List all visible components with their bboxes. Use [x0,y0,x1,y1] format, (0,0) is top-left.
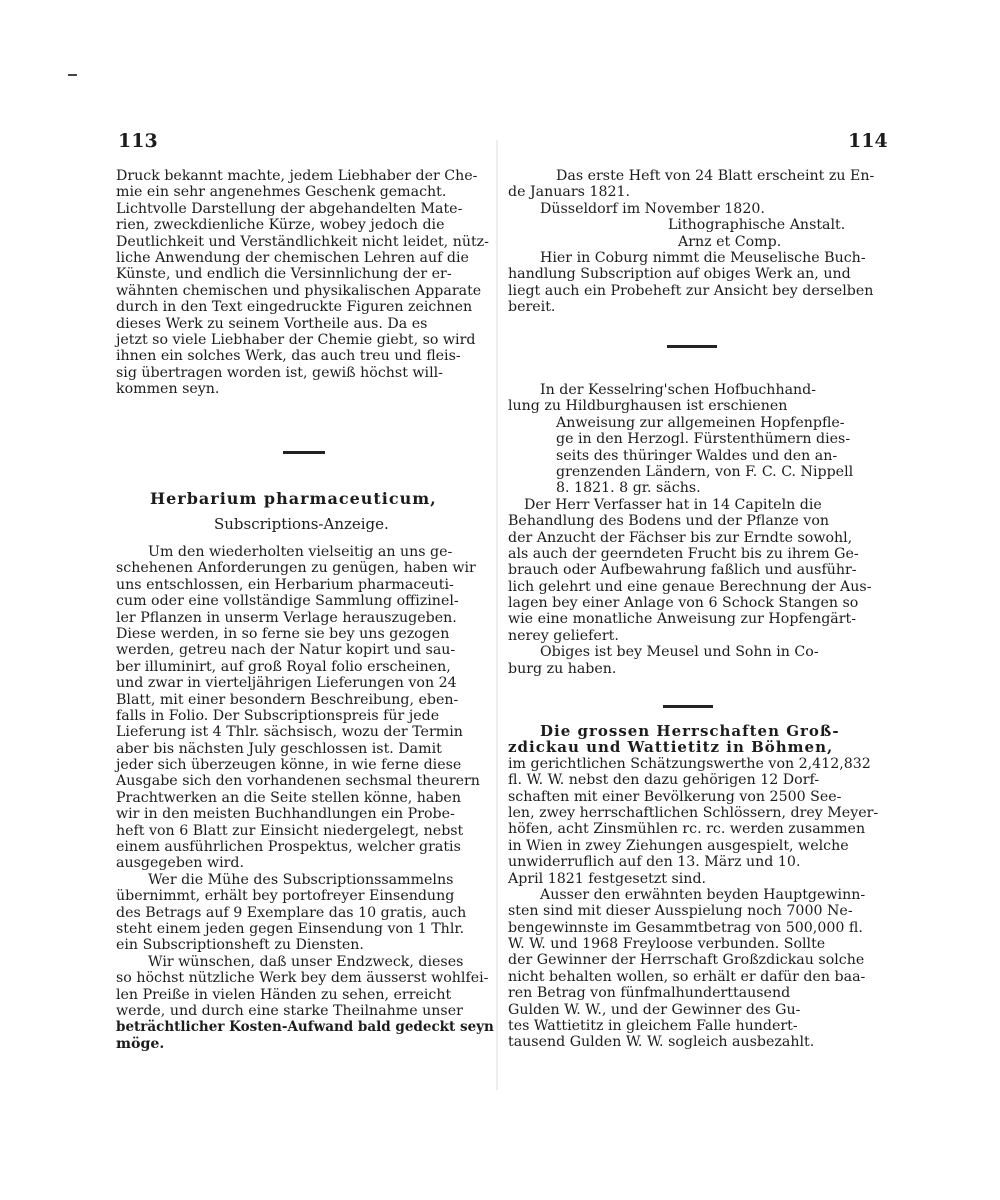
text-line: der Anzucht der Fächser bis zur Erndte sowohl, [508,529,853,546]
text-line: schaften mit einer Bevölkerung von 2500 See- [508,788,842,805]
text-line: brauch oder Aufbewahrung faßlich und ausführ- [508,562,857,579]
text-line: Wer die Mühe des Subscriptionssammelns [148,871,454,888]
text-line: unwiderruflich auf den 13. März und 10. [508,854,801,871]
text-line: kommen seyn. [116,381,220,398]
text-line: de Januars 1821. [508,184,631,201]
text-line: werde, und durch eine starke Theilnahme unser [116,1002,463,1019]
text-line: seits des thüringer Waldes und den an- [556,447,838,464]
text-line: Deutlichkeit und Verständlichkeit nicht leidet, nütz- [116,233,489,250]
text-line: mie ein sehr angenehmes Geschenk gemacht. [116,184,447,201]
text-line: im gerichtlichen Schätzungswerthe von 2,412,832 [508,755,871,772]
text-line: Lithographische Anstalt. [668,217,846,234]
text-line: W. W. und 1968 Freyloose verbunden. Sollte [508,936,826,953]
text-line: bengewinnste im Gesammtbetrag von 500,000 fl. [508,919,863,936]
text-line: Ausser den erwähnten beyden Hauptgewinn- [540,886,866,903]
text-line: übernimmt, erhält bey portofreyer Einsendung [116,888,455,905]
text-line: tausend Gulden W. W. sogleich ausbezahlt. [508,1034,815,1051]
text-line: bereit. [508,299,556,316]
text-line: Lieferung ist 4 Thlr. sächsisch, wozu der Termin [116,724,463,741]
text-line: nicht behalten wollen, so erhält er dafür den baa- [508,968,866,985]
column-gutter [496,140,498,1090]
text-line: cum oder eine vollständige Sammlung offizinel- [116,593,459,610]
text-line: Künste, und endlich die Versinnlichung der er- [116,266,452,283]
text-line: ge in den Herzogl. Fürstenthümern dies- [556,431,851,448]
text-line: werden, getreu nach der Natur kopirt und sau- [116,642,456,659]
text-line: ren Betrag von fünfmalhunderttausend [508,985,791,1002]
text-line: liche Anwendung der chemischen Lehren auf die [116,249,469,266]
text-line: jetzt so viele Liebhaber der Chemie giebt, so wird [116,331,476,348]
page-number-left: 113 [118,130,158,152]
text-line: steht einem jeden gegen Einsendung von 1 Thlr. [116,920,465,937]
text-line: wir in den meisten Buchhandlungen ein Probe- [116,806,455,823]
text-line: Das erste Heft von 24 Blatt erscheint zu En- [556,168,875,184]
text-line: möge. [116,1035,165,1052]
text-line: durch in den Text eingedruckte Figuren zeichnen [116,299,473,316]
text-line: fl. W. W. nebst den dazu gehörigen 12 Dorf- [508,772,820,789]
margin-mark [68,74,77,76]
text-line: ein Subscriptionsheft zu Diensten. [116,937,364,954]
text-line: Obiges ist bey Meusel und Sohn in Co- [540,644,819,661]
text-line: Düsseldorf im November 1820. [540,200,765,217]
text-line: aber bis nächsten July geschlossen ist. Damit [116,740,442,757]
text-line: 8. 1821. 8 gr. sächs. [556,480,701,497]
text-line: wie eine monatliche Anweisung zur Hopfengärt- [508,611,857,628]
text-line: Prachtwerken an die Seite stellen könne, haben [116,789,461,806]
section-divider [667,345,717,348]
lottery-heading: zdickau und Wattietitz in Böhmen, [508,738,834,757]
text-line: tes Wattietitz in gleichem Falle hundert- [508,1018,798,1035]
text-line: rien, zweckdienliche Kürze, wobey jedoch die [116,217,445,234]
text-line: der Gewinner der Herrschaft Großzdickau solche [508,952,865,969]
text-line: lagen bey einer Anlage von 6 Schock Stangen so [508,595,859,612]
herbarium-announcement [116,544,494,1052]
text-line: als auch der geerndeten Frucht bis zu ihrem Ge- [508,545,859,562]
text-line: in Wien in zwey Ziehungen ausgespielt, welche [508,837,849,854]
text-line: Blatt, mit einer besondern Beschreibung, eben- [116,691,459,708]
text-line: Behandlung des Bodens und der Pflanze von [508,513,829,530]
text-line: In der Kesselring'schen Hofbuchhand- [540,382,817,398]
text-line: grenzenden Ländern, von F. C. C. Nippell [556,463,854,480]
text-line: Anweisung zur allgemeinen Hopfenpfle- [556,414,845,431]
text-line: schehenen Anforderungen zu genügen, haben wir [116,560,476,577]
text-line: einem ausführlichen Prospektus, welcher gratis [116,839,461,856]
text-line: heft von 6 Blatt zur Einsicht niedergelegt, nebst [116,822,464,839]
text-line: liegt auch ein Probeheft zur Ansicht bey derselben [508,282,874,299]
text-line: des Betrags auf 9 Exemplare das 10 gratis, auch [116,904,467,921]
text-line: Lichtvolle Darstellung der abgehandelten Mate- [116,200,463,217]
text-line: Wir wünschen, daß unser Endzweck, dieses [148,953,464,970]
subscription-title: Subscriptions-Anzeige. [214,515,389,533]
lottery-announcement [508,723,886,1051]
section-divider [283,451,325,454]
text-line: sig übertragen worden ist, gewiß höchst will- [116,364,443,381]
text-line: Gulden W. W., und der Gewinner des Gu- [508,1001,801,1018]
text-line: ausgegeben wird. [116,855,245,872]
text-line: und zwar in vierteljährigen Lieferungen von 24 [116,675,457,692]
text-line: burg zu haben. [508,660,617,677]
text-line: höfen, acht Zinsmühlen rc. rc. werden zusammen [508,821,866,838]
text-line: uns entschlossen, ein Herbarium pharmaceuti- [116,576,454,593]
text-line: sten sind mit dieser Ausspielung noch 7000 Ne- [508,903,853,920]
text-line: Diese werden, in so ferne sie bey uns gezogen [116,625,450,642]
page-number-right: 114 [848,130,888,152]
text-line: nerey geliefert. [508,627,619,644]
left-column-intro [116,168,494,397]
lottery-heading: Die grossen Herrschaften Groß- [540,722,840,740]
herbarium-title: Herbarium pharmaceuticum, [150,489,437,508]
section-divider [663,705,713,708]
text-line: wähnten chemischen und physikalischen Apparate [116,282,482,299]
text-line: lung zu Hildburghausen ist erschienen [508,398,788,415]
text-line: ler Pflanzen in unserm Verlage herauszugeben. [116,609,457,626]
text-line: April 1821 festgesetzt sind. [508,870,707,887]
right-column-intro [508,168,886,316]
text-line: handlung Subscription auf obiges Werk an, und [508,266,851,283]
text-line: Der Herr Verfasser hat in 14 Capiteln die [524,496,822,513]
text-line: falls in Folio. Der Subscriptionspreis für jede [116,707,440,724]
kesselring-announcement [508,382,886,677]
text-line: lich gelehrt und eine genaue Berechnung der Aus- [508,578,872,595]
text-line: jeder sich überzeugen könne, in wie ferne diese [116,757,462,774]
text-line: len Preiße in vielen Händen zu sehen, erreicht [116,986,452,1003]
text-line: Ausgabe sich den vorhandenen sechsmal theurern [116,773,480,790]
text-line: beträchtlicher Kosten-Aufwand bald gedeckt seyn [116,1019,494,1036]
text-line: Um den wiederholten vielseitig an uns ge- [148,544,453,560]
text-line: ber illuminirt, auf groß Royal folio erscheinen, [116,658,451,675]
text-line: Hier in Coburg nimmt die Meuselische Buch- [540,249,866,266]
text-line: dieses Werk zu seinem Vortheile aus. Da es [116,315,428,332]
text-line: ihnen ein solches Werk, das auch treu und fleis- [116,348,461,365]
text-line: Druck bekannt machte, jedem Liebhaber der Che- [116,168,478,184]
text-line: len, zwey herrschaftlichen Schlössern, drey Meyer- [508,804,879,821]
text-line: so höchst nützliche Werk bey dem äusserst wohlfei- [116,970,489,987]
text-line: Arnz et Comp. [678,233,782,250]
